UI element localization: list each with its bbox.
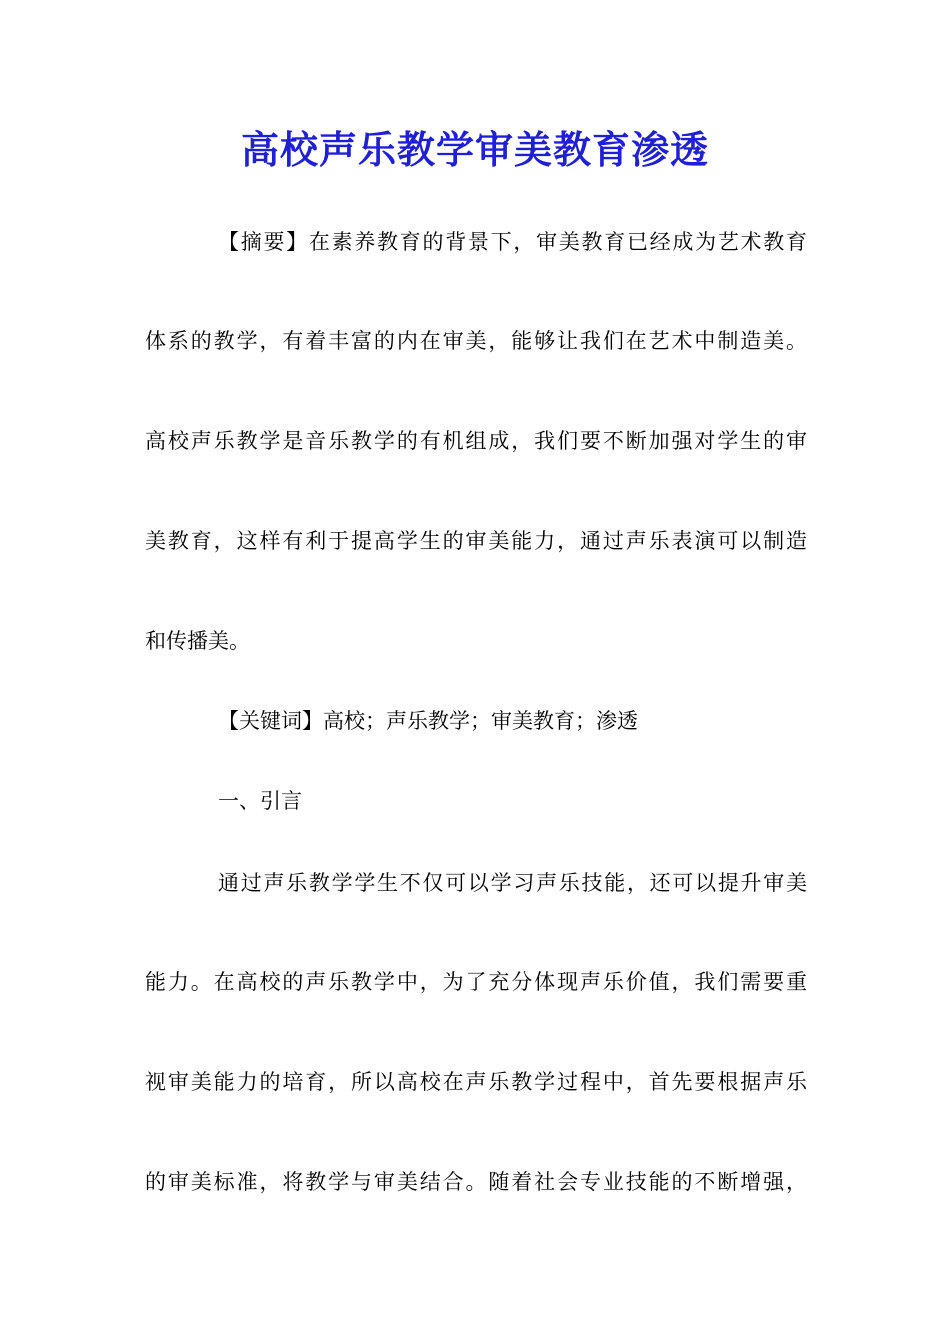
abstract-line: 高校声乐教学是音乐教学的有机组成，我们要不断加强对学生的审 — [145, 429, 807, 453]
section-heading: 一、引言 — [218, 789, 302, 813]
abstract-line: 美教育，这样有利于提高学生的审美能力，通过声乐表演可以制造 — [145, 529, 807, 553]
intro-line: 能力。在高校的声乐教学中，为了充分体现声乐价值，我们需要重 — [145, 970, 807, 994]
intro-line: 通过声乐教学学生不仅可以学习声乐技能，还可以提升审美 — [218, 871, 807, 895]
intro-line: 的审美标准，将教学与审美结合。随着社会专业技能的不断增强， — [145, 1170, 807, 1194]
intro-line: 视审美能力的培育，所以高校在声乐教学过程中，首先要根据声乐 — [145, 1070, 807, 1094]
keywords-line: 【关键词】高校；声乐教学；审美教育；渗透 — [218, 709, 638, 733]
abstract-line: 【摘要】在素养教育的背景下，审美教育已经成为艺术教育 — [218, 230, 807, 254]
abstract-line: 和传播美。 — [145, 629, 250, 653]
abstract-line: 体系的教学，有着丰富的内在审美，能够让我们在艺术中制造美。 — [145, 329, 807, 353]
document-title: 高校声乐教学审美教育渗透 — [240, 127, 709, 172]
